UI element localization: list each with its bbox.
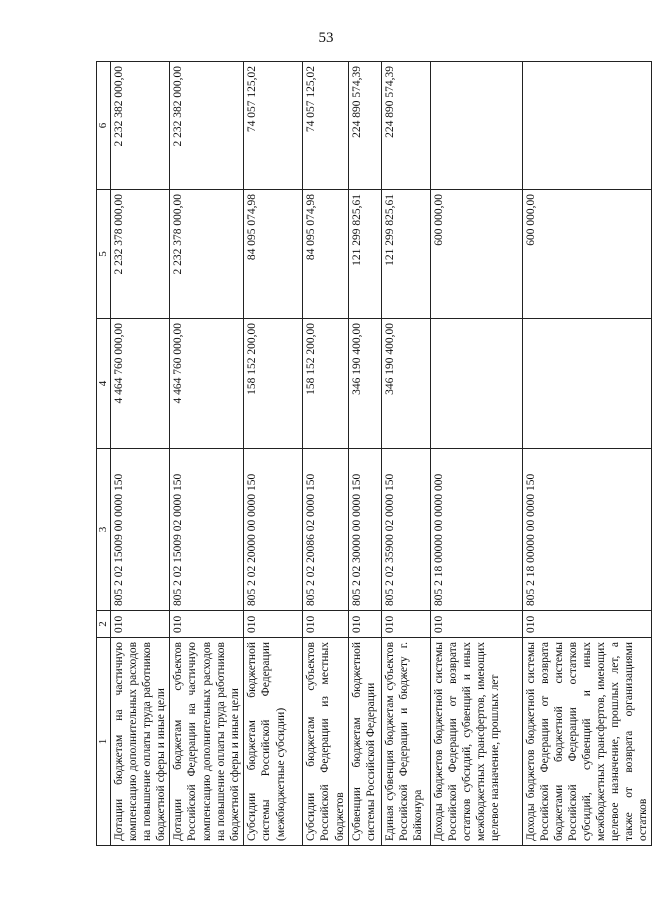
row-kbk: 805 2 02 20000 00 0000 150 xyxy=(244,449,303,611)
row-executed: 121 299 825,61 xyxy=(381,190,430,319)
row-plan: 346 190 400,00 xyxy=(381,319,430,449)
row-name: Субвенции бюджетам бюджетной системы Российской Федерации xyxy=(348,638,381,846)
row-code: 010 xyxy=(111,611,170,638)
row-code: 010 xyxy=(170,611,244,638)
row-code: 010 xyxy=(303,611,348,638)
row-kbk: 805 2 02 30000 00 0000 150 xyxy=(348,449,381,611)
table-row xyxy=(244,62,303,846)
row-plan: 158 152 200,00 xyxy=(244,319,303,449)
row-executed: 121 299 825,61 xyxy=(348,190,381,319)
table-header-row xyxy=(97,62,111,846)
row-executed: 2 232 378 000,00 xyxy=(170,190,244,319)
row-name: Субсидии бюджетам бюджетной системы Российской Федерации (межбюджетные субсидии) xyxy=(244,638,303,846)
row-plan xyxy=(522,319,651,449)
row-name: Дотации бюджетам на частичную компенсацию дополнительных расходов на повышение оплаты труда работников бюджетной сферы и иные цели xyxy=(111,638,170,846)
row-plan: 4 464 760 000,00 xyxy=(111,319,170,449)
table-row xyxy=(170,62,244,846)
row-kbk: 805 2 18 00000 00 0000 150 xyxy=(522,449,651,611)
row-remaining: 2 232 382 000,00 xyxy=(170,62,244,190)
column-header-2: 2 xyxy=(97,611,111,638)
row-code: 010 xyxy=(430,611,522,638)
row-remaining: 224 890 574,39 xyxy=(348,62,381,190)
column-header-4: 4 xyxy=(97,319,111,449)
column-header-6: 6 xyxy=(97,62,111,190)
row-name: Субсидии бюджетам субъектов Российской Федерации из местных бюджетов xyxy=(303,638,348,846)
row-plan xyxy=(430,319,522,449)
row-remaining: 74 057 125,02 xyxy=(303,62,348,190)
row-executed: 600 000,00 xyxy=(522,190,651,319)
budget-table-frame xyxy=(96,62,649,846)
row-kbk: 805 2 02 20086 02 0000 150 xyxy=(303,449,348,611)
column-header-3: 3 xyxy=(97,449,111,611)
page-number: 53 xyxy=(318,30,334,46)
table-row xyxy=(381,62,430,846)
row-name: Дотации бюджетам субъектов Российской Федерации на частичную компенсацию дополнительных расходов на повышение оплаты труда работников бюджетной сферы и иные цели xyxy=(170,638,244,846)
column-header-1: 1 xyxy=(97,638,111,846)
row-name: Единая субвенция бюджетам субъектов Российской Федерации и бюджету г. Байконура xyxy=(381,638,430,846)
table-row xyxy=(303,62,348,846)
row-name: Доходы бюджетов бюджетной системы Российской Федерации от возврата остатков субсидий, субвенций и иных межбюджетных трансфертов, имеющих целевое назначение, прошлых лет xyxy=(430,638,522,846)
row-kbk: 805 2 18 00000 00 0000 000 xyxy=(430,449,522,611)
row-code: 010 xyxy=(381,611,430,638)
row-remaining: 224 890 574,39 xyxy=(381,62,430,190)
budget-table xyxy=(96,61,652,846)
row-code: 010 xyxy=(522,611,651,638)
row-code: 010 xyxy=(244,611,303,638)
row-executed: 84 095 074,98 xyxy=(244,190,303,319)
row-plan: 346 190 400,00 xyxy=(348,319,381,449)
row-code: 010 xyxy=(348,611,381,638)
row-remaining xyxy=(522,62,651,190)
row-plan: 4 464 760 000,00 xyxy=(170,319,244,449)
table-row xyxy=(522,62,651,846)
row-remaining: 74 057 125,02 xyxy=(244,62,303,190)
row-remaining: 2 232 382 000,00 xyxy=(111,62,170,190)
row-executed: 2 232 378 000,00 xyxy=(111,190,170,319)
row-plan: 158 152 200,00 xyxy=(303,319,348,449)
row-kbk: 805 2 02 15009 02 0000 150 xyxy=(170,449,244,611)
row-executed: 84 095 074,98 xyxy=(303,190,348,319)
row-kbk: 805 2 02 35900 02 0000 150 xyxy=(381,449,430,611)
row-executed: 600 000,00 xyxy=(430,190,522,319)
row-kbk: 805 2 02 15009 00 0000 150 xyxy=(111,449,170,611)
row-remaining xyxy=(430,62,522,190)
column-header-5: 5 xyxy=(97,190,111,319)
table-row xyxy=(111,62,170,846)
table-row xyxy=(430,62,522,846)
table-row xyxy=(348,62,381,846)
row-name: Доходы бюджетов бюджетной системы Российской Федерации от возврата бюджетами бюджетной системы Российской Федерации остатков субсидий, субвенций и иных межбюджетных трансфертов, имеющих целевое назначение, прошлых лет, а также от возврата организациями остатков xyxy=(522,638,651,846)
